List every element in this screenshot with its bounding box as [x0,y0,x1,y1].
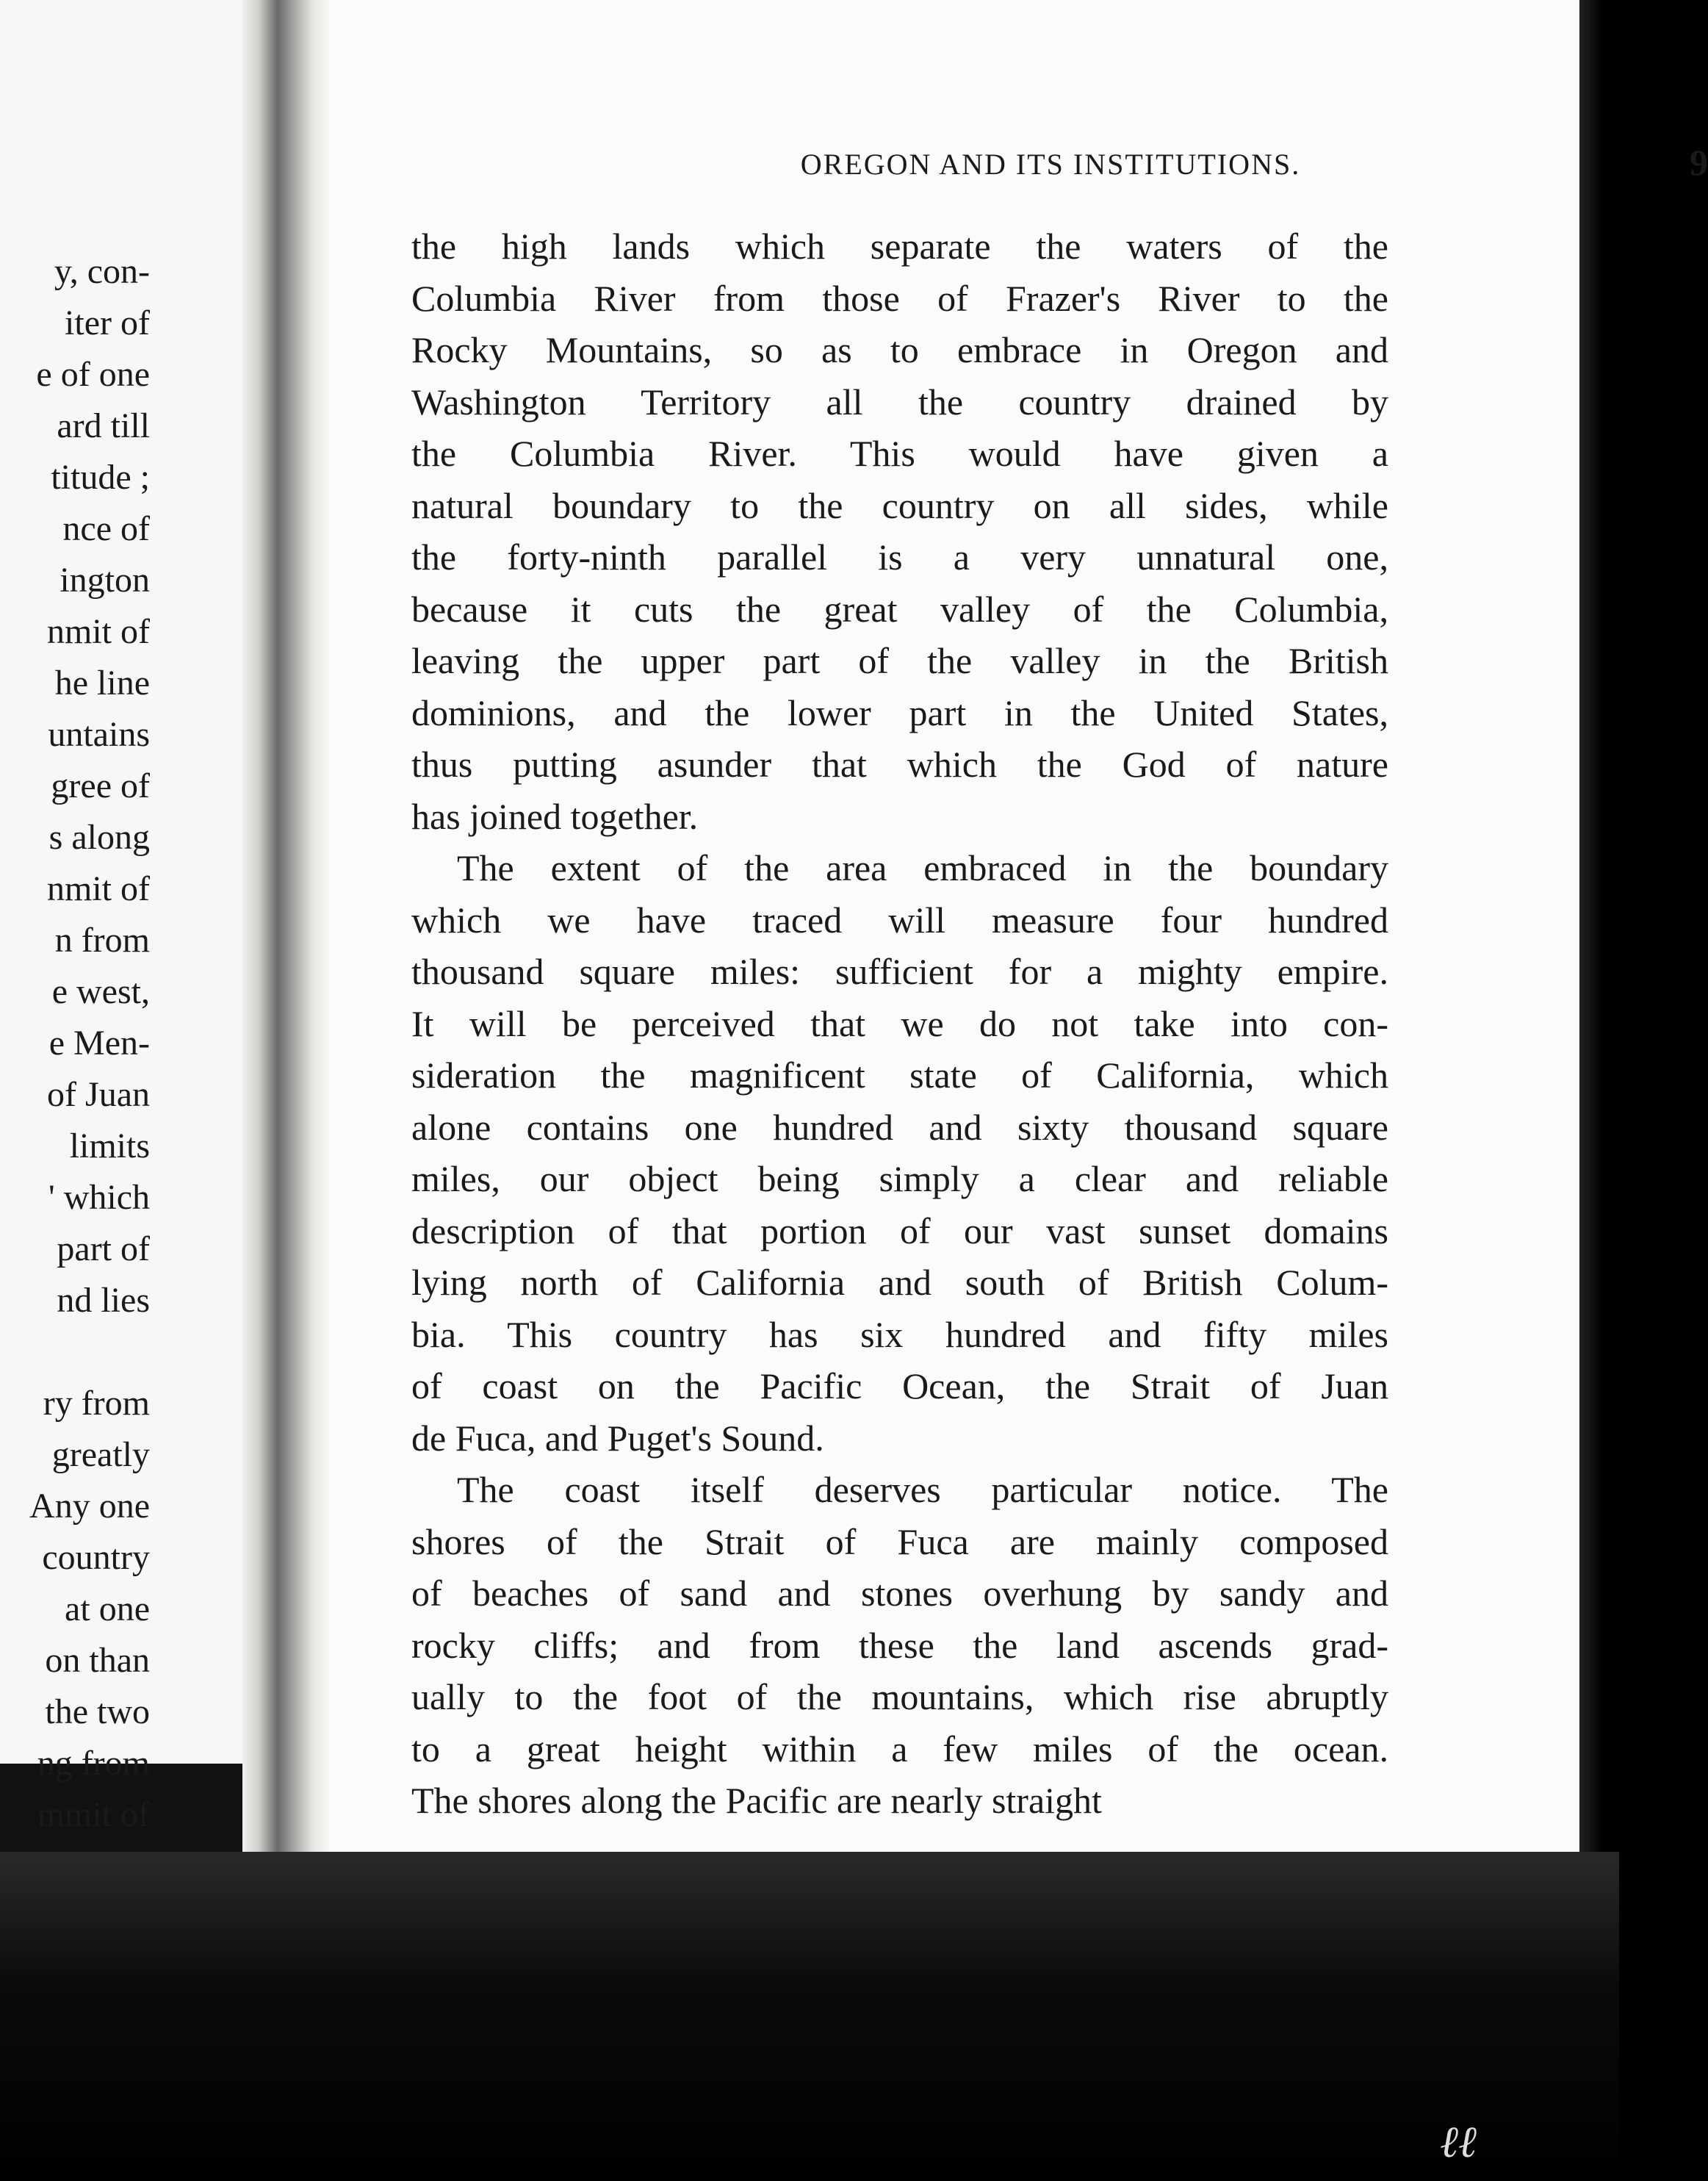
text-line: Columbia River from those of Frazer's River to the [411,277,1388,319]
left-page-line: nce of [62,509,150,548]
book-gutter-shadow [242,0,331,1881]
left-page-line [29,1326,150,1378]
text-line: It will be perceived that we do not take into con- [411,1002,1388,1044]
left-page-line: ry from [43,1384,150,1423]
text-line: natural boundary to the country on all sides, while [411,484,1388,526]
text-line: of beaches of sand and stones overhung by sandy and [411,1573,1388,1614]
left-page-line: the two [45,1692,150,1731]
left-facing-page [0,0,242,1834]
left-page-line: untains [48,715,150,754]
text-line: The coast itself deserves particular notice. The [457,1469,1388,1510]
left-page-line: n from [54,921,150,960]
text-line: because it cuts the great valley of the Columbia, [411,588,1388,630]
text-line: dominions, and the lower part in the United States, [411,691,1388,733]
page-header [577,142,1708,191]
left-page-line: part of [57,1229,150,1268]
left-page-line: limits [69,1127,150,1165]
text-line: the forty-ninth parallel is a very unnatural one, [411,536,1388,578]
text-line: shores of the Strait of Fuca are mainly composed [411,1520,1388,1562]
text-line: de Fuca, and Puget's Sound. [411,1417,824,1459]
left-page-line: ng from [37,1744,150,1783]
left-page-line: ' which [48,1178,150,1217]
page-body-text [411,220,1388,1827]
text-line: leaving the upper part of the valley in the British [411,640,1388,681]
left-page-line: e Men- [48,1024,150,1063]
text-line: of coast on the Pacific Ocean, the Strait of Juan [411,1365,1388,1406]
text-line: to a great height within a few miles of the ocean. [411,1728,1388,1769]
paragraph [411,842,1388,1464]
text-line: The extent of the area embraced in the boundary [457,847,1388,888]
text-line: bia. This country has six hundred and fifty miles [411,1313,1388,1355]
left-page-line: country [42,1538,150,1577]
left-page-line: at one [65,1589,150,1628]
page-edge-shadow [1579,0,1619,1852]
scan-mark: ℓℓ [1440,2116,1477,2168]
left-page-line: e west, [51,972,150,1011]
text-line: sideration the magnificent state of California, which [411,1054,1388,1096]
running-head: OREGON AND ITS INSTITUTIONS. [800,148,1301,181]
text-line: has joined together. [411,795,699,837]
left-page-line: of Juan [47,1075,150,1114]
left-page-line: titude ; [51,458,150,497]
left-page-line: greatly [51,1435,150,1474]
text-line: alone contains one hundred and sixty thousand square [411,1106,1388,1148]
left-page-line: he line [54,664,150,703]
text-line: the high lands which separate the waters of the [411,226,1388,267]
left-page-line: nmit of [47,612,150,651]
paragraph [411,220,1388,842]
left-page-line: e of one [36,355,150,394]
left-page-line: mmit of [37,1795,150,1834]
text-line: Washington Territory all the country drained by [411,381,1388,423]
left-page-text-fragments [29,246,150,1841]
left-page-line: on than [45,1641,150,1680]
left-page-line: s along [48,818,150,857]
text-line: Rocky Mountains, so as to embrace in Oregon and [411,329,1388,370]
text-line: thus putting asunder that which the God of nature [411,744,1388,785]
right-page [331,0,1708,1852]
left-page-line: nd lies [57,1281,150,1320]
paragraph [411,1464,1388,1827]
text-line: description of that portion of our vast sunset domains [411,1210,1388,1251]
left-page-line: Any one [29,1487,150,1526]
text-line: thousand square miles: sufficient for a mighty empire. [411,951,1388,992]
left-page-line: ard till [57,406,150,445]
text-line: The shores along the Pacific are nearly straight [411,1780,1102,1821]
text-line: ually to the foot of the mountains, which rise abruptly [411,1676,1388,1717]
text-line: rocky cliffs; and from these the land ascends grad- [411,1624,1388,1666]
left-page-line: nmit of [47,869,150,908]
left-page-line: gree of [51,766,150,805]
scan-bottom-border [0,1852,1619,2181]
left-page-line: y, con- [54,252,150,291]
text-line: the Columbia River. This would have given a [411,433,1388,474]
text-line: miles, our object being simply a clear and reliable [411,1158,1388,1199]
left-page-line: ington [60,561,150,600]
page-number: 9 [1690,142,1708,183]
text-line: lying north of California and south of British Colum- [411,1262,1388,1303]
left-page-line: iter of [65,303,150,342]
text-line: which we have traced will measure four hundred [411,899,1388,941]
